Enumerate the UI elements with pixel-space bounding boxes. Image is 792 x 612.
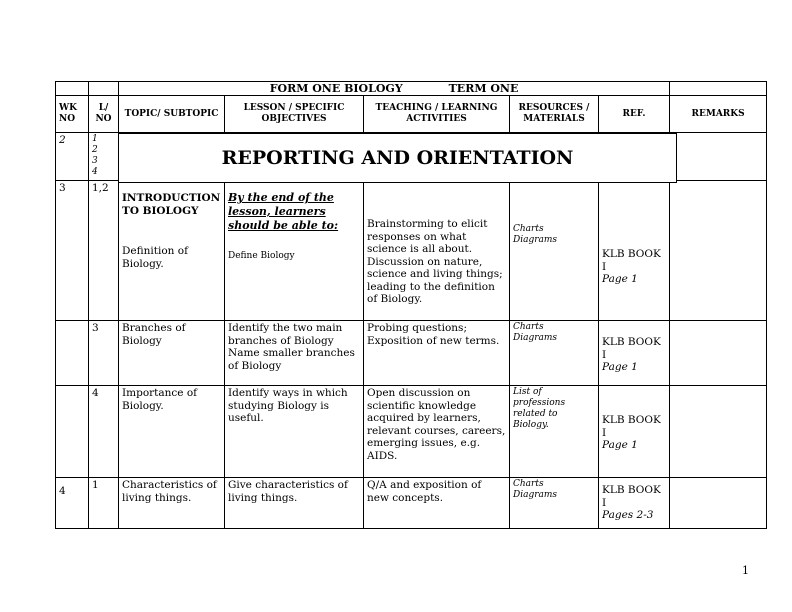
header-activities: TEACHING / LEARNING ACTIVITIES (364, 96, 510, 133)
row-remarks (670, 386, 767, 478)
row-lesson: 1,2 (89, 181, 119, 321)
row-ref (599, 478, 670, 529)
header-ref: REF. (599, 96, 670, 133)
row-topic: Characteristics of living things. (119, 478, 225, 529)
table-row (56, 321, 767, 386)
header-remarks: REMARKS (670, 96, 767, 133)
row-topic (119, 181, 225, 321)
orientation-banner-text: REPORTING AND ORIENTATION (221, 147, 574, 169)
row-ref (599, 181, 670, 321)
ref-book: KLB BOOK I (602, 484, 661, 509)
row-resources (510, 386, 599, 478)
row-objective: Identify the two main branches of Biology Name smaller branches of Biology (225, 321, 364, 386)
table-row (56, 181, 767, 321)
row-resources (510, 181, 599, 321)
row-remarks (670, 478, 767, 529)
ref-book: KLB BOOK I (602, 414, 661, 439)
document-title-cell (119, 82, 670, 96)
row-objective: Give characteristics of living things. (225, 478, 364, 529)
ref-book: KLB BOOK I (602, 336, 661, 361)
orientation-lessons (89, 133, 119, 181)
ref-page: Page 1 (602, 439, 638, 451)
row-remarks (670, 321, 767, 386)
row-week (56, 321, 89, 386)
title-spacer-cell (56, 82, 89, 96)
row-week: 4 (56, 478, 89, 529)
resource-item: Charts (513, 479, 544, 489)
topic-heading: INTRODUCTION TO BIOLOGY (122, 192, 221, 217)
ref-page: Page 1 (602, 361, 638, 373)
row-activities: Open discussion on scientific knowledge acquired by learners, relevant courses, careers, emerging issues, e.g. AIDS. (364, 386, 510, 478)
row-ref (599, 321, 670, 386)
orientation-banner (118, 133, 677, 183)
ref-book: KLB BOOK I (602, 248, 661, 273)
resource-item: Diagrams (513, 235, 558, 245)
header-lesson-no: L/ NO (89, 96, 119, 133)
objective-heading: By the end of the lesson, learners should be able to: (228, 191, 339, 232)
row-lesson: 1 (89, 478, 119, 529)
row-ref (599, 386, 670, 478)
title-spacer-cell (670, 82, 767, 96)
row-objective (225, 181, 364, 321)
activities-text: Brainstorming to elicit responses on what science is all about. Discussion on nature, science and living things; leading to the definition of Biology. (367, 218, 503, 305)
topic-text: Definition of Biology. (122, 245, 188, 270)
table-row (56, 386, 767, 478)
table-row (56, 478, 767, 529)
header-row (56, 96, 767, 133)
row-activities: Q/A and exposition of new concepts. (364, 478, 510, 529)
header-objectives: LESSON / SPECIFIC OBJECTIVES (225, 96, 364, 133)
orientation-lesson: 1 (92, 134, 98, 144)
row-lesson: 4 (89, 386, 119, 478)
row-activities: Probing questions; Exposition of new terms. (364, 321, 510, 386)
row-remarks (670, 181, 767, 321)
row-resources (510, 478, 599, 529)
row-topic: Importance of Biology. (119, 386, 225, 478)
ref-page: Page 1 (602, 273, 638, 285)
title-spacer-cell (89, 82, 119, 96)
resource-item: Charts (513, 322, 544, 332)
resource-item: List of professions related to Biology. (513, 387, 566, 430)
header-week: WK NO (56, 96, 89, 133)
objective-text: Define Biology (228, 251, 295, 261)
resource-item: Diagrams (513, 333, 558, 343)
orientation-week: 2 (56, 133, 89, 181)
row-resources (510, 321, 599, 386)
row-topic: Branches of Biology (119, 321, 225, 386)
row-week: 3 (56, 181, 89, 321)
resource-item: Charts (513, 224, 544, 234)
row-objective: Identify ways in which studying Biology is useful. (225, 386, 364, 478)
header-resources: RESOURCES / MATERIALS (510, 96, 599, 133)
row-week (56, 386, 89, 478)
orientation-lesson: 3 (92, 156, 98, 166)
row-lesson: 3 (89, 321, 119, 386)
resource-item: Diagrams (513, 490, 558, 500)
title-row (56, 82, 767, 96)
orientation-lesson: 2 (92, 145, 98, 155)
document-title: FORM ONE BIOLOGY TERM ONE (269, 82, 519, 95)
row-activities (364, 181, 510, 321)
ref-page: Pages 2-3 (602, 509, 654, 521)
page-number: 1 (742, 564, 749, 577)
orientation-lesson: 4 (92, 167, 98, 177)
header-topic: TOPIC/ SUBTOPIC (119, 96, 225, 133)
